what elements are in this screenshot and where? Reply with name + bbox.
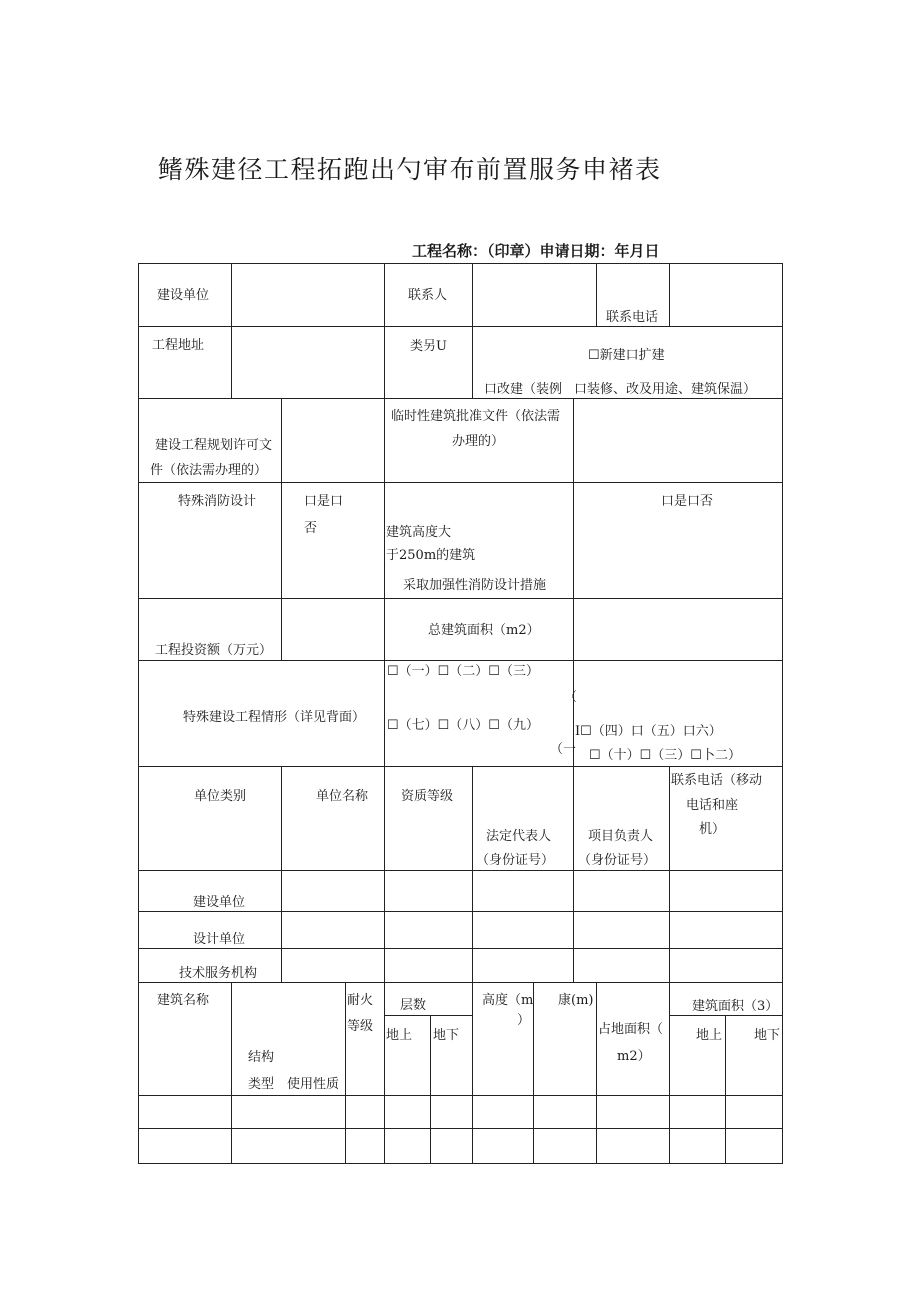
col-line xyxy=(573,766,574,982)
structure-header: 结构 xyxy=(248,1050,275,1065)
fire-rating-header-2: 等级 xyxy=(347,1019,374,1034)
row-line xyxy=(138,870,783,871)
phone-label: 联系电话 xyxy=(606,310,659,325)
row-tech-service: 技术服务机构 xyxy=(179,966,258,981)
col-line xyxy=(384,982,385,1163)
table-border-top xyxy=(138,263,783,264)
col-line xyxy=(596,982,597,1163)
total-area-label: 总建筑面积（m2） xyxy=(428,623,540,638)
row-line xyxy=(138,660,783,661)
category-option-decoration: 口装修、改及用途、建筑保温） xyxy=(574,382,757,397)
form-subheader: 工程名称：（印章）申请日期：年月日 xyxy=(412,242,660,260)
form-title: 鳍殊建径工程拓跑出勺审布前置服务申褚表 xyxy=(158,155,662,184)
structure-type-header: 类型 xyxy=(248,1077,275,1092)
floors-below-header: 地下 xyxy=(433,1028,460,1043)
row-line xyxy=(138,982,783,983)
address-label: 工程地址 xyxy=(152,338,205,353)
col-line xyxy=(669,766,670,982)
temp-permit-line2: 办理的） xyxy=(452,434,505,449)
category-label: 类另U xyxy=(410,339,447,354)
col-line xyxy=(345,982,346,1163)
fire-design-yes-no: 口是口 xyxy=(304,494,344,509)
row-line xyxy=(138,911,783,912)
special-options-3: I☐（四）口（五）口六） xyxy=(575,724,722,739)
owner-label: 建设单位 xyxy=(157,288,210,303)
col-line xyxy=(384,598,385,660)
col-line xyxy=(231,326,232,398)
col-line xyxy=(669,263,670,326)
footprint-header-2: m2） xyxy=(617,1049,651,1064)
building-name-header: 建筑名称 xyxy=(157,993,210,1008)
floors-header: 层数 xyxy=(400,998,427,1013)
col-line xyxy=(384,326,385,398)
unit-type-header: 单位类别 xyxy=(194,789,247,804)
col-line xyxy=(384,398,385,482)
row-line xyxy=(138,766,783,767)
investment-label: 工程投资额（万元） xyxy=(155,643,273,658)
col-line xyxy=(231,263,232,326)
floor-area-header: 建筑面积（3） xyxy=(692,999,779,1014)
fire-design-label: 特殊消防设计 xyxy=(178,494,257,509)
col-line xyxy=(472,263,473,326)
special-paren-2: （一 xyxy=(550,742,577,757)
permit-label-line1: 建设工程规划许可文 xyxy=(155,438,273,453)
col-line xyxy=(384,263,385,326)
high-building-line3: 采取加强性消防设计措施 xyxy=(403,578,547,593)
floors-above-header: 地上 xyxy=(386,1028,413,1043)
special-options-2: ☐（七）☐（八）☐（九） xyxy=(387,718,539,733)
row-line xyxy=(138,326,783,327)
col-line xyxy=(669,982,670,1163)
special-paren-1: （ xyxy=(564,690,578,705)
special-options-1: ☐（一）☐（二）☐（三） xyxy=(387,664,539,679)
col-line xyxy=(573,398,574,482)
fire-design-no: 否 xyxy=(304,521,318,536)
area-above-header: 地上 xyxy=(696,1028,723,1043)
col-line xyxy=(533,982,534,1163)
col-line xyxy=(596,263,597,326)
col-line xyxy=(281,482,282,598)
col-line xyxy=(573,482,574,598)
col-line xyxy=(384,766,385,982)
legal-rep-header-2: （身份证号） xyxy=(476,853,555,868)
category-option-rebuild: 口改建（装例 xyxy=(484,382,563,397)
contact-label: 联系人 xyxy=(408,288,448,303)
row-line xyxy=(138,1095,783,1096)
col-line xyxy=(384,660,385,766)
table-border-bottom xyxy=(138,1163,783,1164)
col-line xyxy=(384,482,385,598)
row-line xyxy=(138,598,783,599)
unit-phone-header-3: 机） xyxy=(699,822,726,837)
row-line xyxy=(138,482,783,483)
row-line xyxy=(138,948,783,949)
category-option-new: ☐新建口扩建 xyxy=(588,348,665,363)
col-line xyxy=(725,1015,726,1163)
project-lead-header-2: （身份证号） xyxy=(578,853,657,868)
col-line xyxy=(281,398,282,482)
fire-rating-header-1: 耐火 xyxy=(347,993,374,1008)
high-building-yes-no: 口是口否 xyxy=(661,494,714,509)
legal-rep-header-1: 法定代表人 xyxy=(486,829,552,844)
area-below-header: 地下 xyxy=(754,1028,781,1043)
length-header: 康(m) xyxy=(558,993,594,1008)
permit-label-line2: 件（依法需办理的） xyxy=(150,463,268,478)
col-line xyxy=(472,766,473,982)
qualification-header: 资质等级 xyxy=(401,789,454,804)
temp-permit-line1: 临时性建筑批准文件（依法需 xyxy=(391,409,561,424)
special-options-4: ☐（十）☐（三）☐卜二） xyxy=(589,748,741,763)
col-line xyxy=(281,766,282,982)
col-line xyxy=(573,598,574,660)
col-line xyxy=(472,982,473,1163)
height-header-2: ） xyxy=(517,1013,531,1028)
usage-header: 使用性质 xyxy=(287,1077,340,1092)
row-design-unit: 设计单位 xyxy=(193,932,246,947)
unit-name-header: 单位名称 xyxy=(316,789,369,804)
project-lead-header-1: 项目负责人 xyxy=(588,829,654,844)
row-line xyxy=(384,1015,473,1016)
unit-phone-header-2: 电话和座 xyxy=(686,798,739,813)
high-building-line1: 建筑高度大 xyxy=(386,525,452,540)
row-line xyxy=(138,1128,783,1129)
col-line xyxy=(281,598,282,660)
col-line xyxy=(472,326,473,398)
height-header-1: 高度（m xyxy=(482,993,534,1008)
row-line xyxy=(138,398,783,399)
row-construction-unit: 建设单位 xyxy=(193,895,246,910)
col-line xyxy=(430,1015,431,1163)
high-building-line2: 于250m的建筑 xyxy=(386,548,476,563)
footprint-header-1: 占地面积（ xyxy=(598,1022,664,1037)
unit-phone-header-1: 联系电话（移动 xyxy=(671,773,763,788)
special-cases-label: 特殊建设工程情形（详见背面） xyxy=(183,710,366,725)
col-line xyxy=(231,982,232,1163)
